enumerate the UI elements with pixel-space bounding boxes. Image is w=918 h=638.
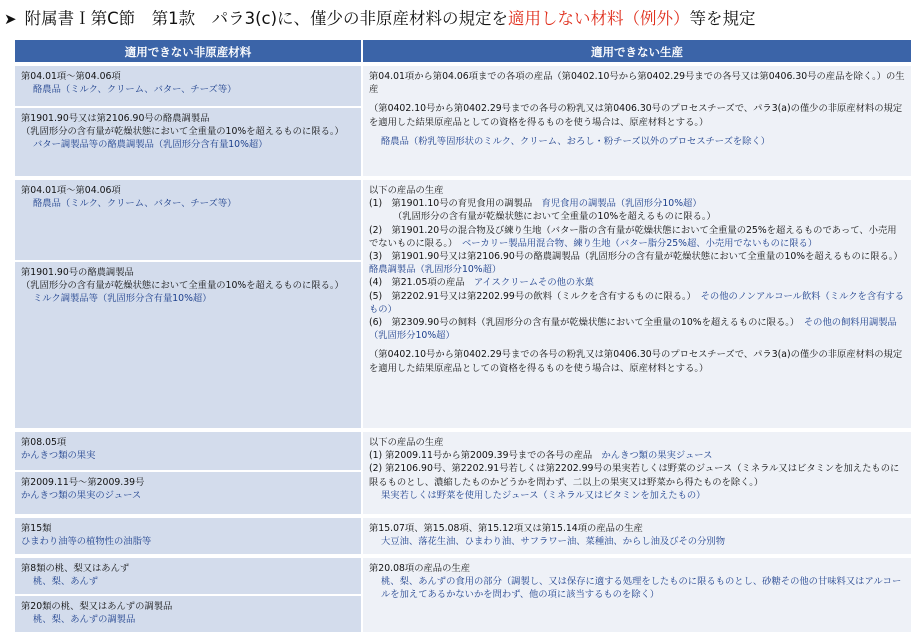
row1-left2-note: （乳固形分の含有量が乾燥状態において全重量の10%を超えるものに限る。） (21, 126, 344, 138)
row4-left-blue: ひまわり油等の植物性の油脂等 (21, 536, 152, 548)
row2-item1: (1) 第1901.10号の育児食用の調製品 育児食用の調製品（乳固形分10%超） (369, 198, 702, 210)
row2-left-cell-2 (15, 262, 361, 430)
row5-left1-blue: 桃、梨、あんず (33, 576, 99, 588)
row1-right-blue: 酪農品（粉乳等固形状のミルク、クリーム、おろし・粉チーズ以外のプロセスチーズを除く） (381, 135, 771, 147)
title-prefix: 附属書Ｉ第C節 第1款 パラ3(c)に、僅少の非原産材料の規定を (24, 9, 509, 28)
arrow-icon: ➤ (4, 10, 17, 28)
row4-left-cell (15, 518, 361, 556)
row2-item3: (3) 第1901.90号又は第2106.90号の酪農調製品（乳固形分の含有量が乾燥状態において全重量の10%を超えるものに限る。） 酪農調製品（乳固形分10%超） (369, 251, 899, 276)
row3-item1: (1) 第2009.11号から第2009.39号までの各号の産品 かんきつ類の果実ジュース (369, 450, 713, 462)
row2-note: （第0402.10号から第0402.29号までの各号の粉乳又は第0406.30号のプロセスチーズで、パラ3(a)の僅少の非原産材料の規定を適用した結果原産品としての資格を得るものを使う場合は、原産材料とする。） (369, 349, 903, 374)
row2-intro: 以下の産品の生産 (369, 185, 444, 196)
row1-left2-blue: バター調製品等の酪農調製品（乳固形分含有量10%超） (33, 139, 268, 151)
header-left: 適用できない非原産材料 (15, 40, 361, 64)
row3-right-cell (363, 432, 911, 516)
row1-left-cell-1 (15, 66, 361, 108)
row2-left2-head: 第1901.90号の酪農調製品 (21, 267, 134, 278)
row3-item2-blue: 果実若しくは野菜を使用したジュース（ミネラル又はビタミンを加えたもの） (381, 489, 706, 501)
row2-item4: (4) 第21.05項の産品 アイスクリームその他の氷菓 (369, 277, 594, 289)
row3-left2-head: 第2009.11号～第2009.39号 (21, 477, 145, 488)
row3-left1-head: 第08.05項 (21, 437, 67, 448)
row1-left-cell-2 (15, 108, 361, 178)
row4-right-head: 第15.07項、第15.08項、第15.12項又は第15.14項の産品の生産 (369, 523, 643, 534)
row4-right-blue: 大豆油、落花生油、ひまわり油、サフラワー油、菜種油、からし油及びその分別物 (381, 536, 725, 548)
row3-left-cell-1 (15, 432, 361, 472)
row5-left-cell-1 (15, 558, 361, 596)
row3-intro: 以下の産品の生産 (369, 437, 444, 448)
row2-left2-blue: ミルク調製品等（乳固形分含有量10%超） (33, 293, 212, 305)
row1-left2-head: 第1901.90号又は第2106.90号の酪農調製品 (21, 113, 210, 124)
row2-item2: (2) 第1901.20号の混合物及び練り生地（バター脂の含有量が乾燥状態において全重量の25%を超えるものであって、小売用でないものに限る。） ベーカリー製品用混合物、練り生地（バター脂分25%超、小売用でないものに限る） (369, 224, 897, 249)
row3-left1-blue: かんきつ類の果実 (21, 450, 96, 462)
row3-left2-blue: かんきつ類の果実のジュース (21, 490, 142, 502)
row3-item2: (2) 第2106.90号、第2202.91号若しくは第2202.99号の果実若しくは野菜のジュース（ミネラル又はビタミンを加えたものに限るものとし、濃縮したものかどうかを問わず、二以上の果実又は野菜から得たものを除く。） (369, 463, 900, 488)
row1-right-cell (363, 66, 911, 178)
row1-right-b: （第0402.10号から第0402.29号までの各号の粉乳又は第0406.30号のプロセスチーズで、パラ3(a)の僅少の非原産材料の規定を適用した結果原産品としての資格を得るものを使う場合は、原産材料とする。） (369, 103, 903, 128)
title-suffix: 等を規定 (689, 9, 756, 28)
row5-right-head: 第20.08項の産品の生産 (369, 563, 470, 574)
row2-left2-note: （乳固形分の含有量が乾燥状態において全重量の10%を超えるものに限る。） (21, 280, 344, 292)
row2-item1-cont: （乳固形分の含有量が乾燥状態において全重量の10%を超えるものに限る。） (393, 211, 716, 223)
row5-left2-head: 第20類の桃、梨又はあんずの調製品 (21, 601, 173, 612)
header-right: 適用できない生産 (361, 40, 911, 64)
row5-left-cell-2 (15, 596, 361, 634)
row5-right-blue: 桃、梨、あんずの食用の部分（調製し、又は保存に適する処理をしたものに限るものとし、砂糖その他の甘味料又はアルコールを加えてあるかないかを問わず、他の項に該当するものを除く） (381, 576, 902, 601)
row2-left1-blue: 酪農品（ミルク、クリーム、バター、チーズ等） (33, 198, 237, 210)
row1-left1-blue: 酪農品（ミルク、クリーム、バター、チーズ等） (33, 84, 237, 96)
row1-left1-head: 第04.01項～第04.06項 (21, 71, 121, 82)
row2-left-cell-1 (15, 180, 361, 262)
row5-left2-blue: 桃、梨、あんずの調製品 (33, 614, 136, 626)
row2-item5: (5) 第2202.91号又は第2202.99号の飲料（ミルクを含有するものに限る。） その他のノンアルコール飲料（ミルクを含有するもの） (369, 290, 905, 315)
row3-left-cell-2 (15, 472, 361, 516)
row4-left-head: 第15類 (21, 523, 52, 534)
row5-right-cell (363, 558, 911, 634)
row1-right-a: 第04.01項から第04.06項までの各項の産品（第0402.10号から第0402.29号までの各号又は第0406.30号の産品を除く。）の生産 (369, 71, 905, 96)
page-title (4, 4, 916, 34)
row2-left1-head: 第04.01項～第04.06項 (21, 185, 121, 196)
row5-left1-head: 第8類の桃、梨又はあんず (21, 563, 130, 574)
row2-item6: (6) 第2309.90号の飼料（乳固形分の含有量が乾燥状態において全重量の10%を超えるものに限る。） その他の飼料用調製品（乳固形分10%超） (369, 317, 897, 342)
row2-right-cell (363, 180, 911, 430)
title-highlight: 適用しない材料（例外） (508, 9, 690, 28)
row4-right-cell (363, 518, 911, 556)
